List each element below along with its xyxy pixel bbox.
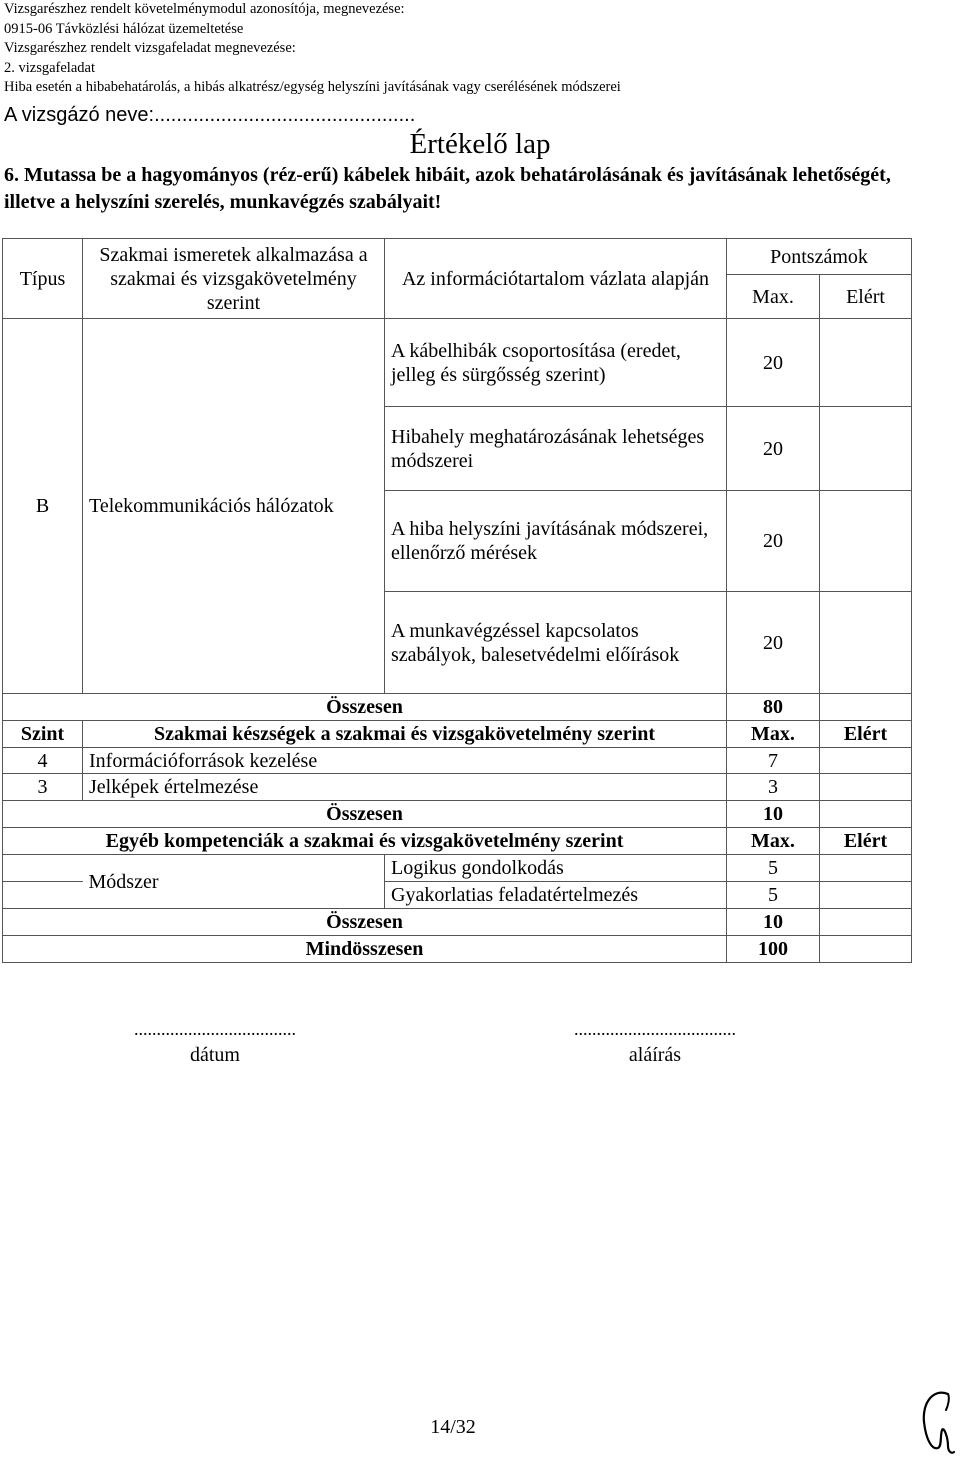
- info-header: Az információtartalom vázlata alapján: [385, 239, 727, 319]
- evaluation-table: [2, 238, 912, 963]
- item-text: A kábelhibák csoportosítása (eredet, jelleg és sürgősség szerint): [385, 319, 727, 407]
- item-max: 20: [727, 407, 820, 491]
- competencies-achieved-header: Elért: [820, 828, 912, 855]
- header-line: Vizsgarészhez rendelt vizsgafeladat megnevezése:: [4, 40, 296, 56]
- achieved-header: Elért: [820, 275, 912, 319]
- page-number: 14/32: [430, 1416, 476, 1438]
- grand-total-max: 100: [727, 936, 820, 963]
- points-header: Pontszámok: [727, 239, 912, 275]
- skill-level: 3: [3, 774, 83, 801]
- total-label: Összesen: [3, 801, 727, 828]
- competency-achieved[interactable]: [820, 882, 912, 909]
- page-title: Értékelő lap: [409, 128, 551, 160]
- header-line: 0915-06 Távközlési hálózat üzemeltetése: [4, 20, 244, 37]
- skill-max: 7: [727, 748, 820, 774]
- skill-name: Információforrások kezelése: [83, 748, 727, 774]
- signature-block: [525, 1020, 785, 1067]
- skill-achieved[interactable]: [820, 748, 912, 774]
- total-max: 80: [727, 694, 820, 721]
- header-line: Hiba esetén a hibabehatárolás, a hibás alkatrész/egység helyszíni javításának vagy cserélésének módszerei: [4, 79, 621, 95]
- total-achieved[interactable]: [820, 694, 912, 721]
- item-achieved[interactable]: [820, 407, 912, 491]
- skills-header: Szakmai készségek a szakmai és vizsgakövetelmény szerint: [83, 721, 727, 748]
- type-cell: B: [3, 319, 83, 694]
- date-signature-block: [85, 1020, 345, 1067]
- item-achieved[interactable]: [820, 491, 912, 592]
- item-achieved[interactable]: [820, 319, 912, 407]
- handwritten-initial-mark: [918, 1388, 956, 1458]
- knowledge-header: Szakmai ismeretek alkalmazása a szakmai és vizsgakövetelmény szerint: [83, 239, 385, 319]
- date-line: ....................................: [134, 1019, 296, 1039]
- skill-achieved[interactable]: [820, 774, 912, 801]
- competency-name: Gyakorlatias feladatértelmezés: [385, 882, 727, 909]
- method-label: Módszer: [83, 855, 385, 909]
- skills-achieved-header: Elért: [820, 721, 912, 748]
- skills-max-header: Max.: [727, 721, 820, 748]
- competency-max: 5: [727, 855, 820, 882]
- max-header: Max.: [727, 275, 820, 319]
- task-statement: 6. Mutassa be a hagyományos (réz-erű) kábelek hibáit, azok behatárolásának és javításának lehetőségét, illetve a helyszíni szerelés, munkavégzés szabályait!: [4, 164, 891, 213]
- item-max: 20: [727, 491, 820, 592]
- total-label: Összesen: [3, 909, 727, 936]
- item-max: 20: [727, 592, 820, 694]
- type-header: Típus: [3, 239, 83, 319]
- total-achieved[interactable]: [820, 909, 912, 936]
- item-text: Hibahely meghatározásának lehetséges módszerei: [385, 407, 727, 491]
- total-max: 10: [727, 801, 820, 828]
- skill-level: 4: [3, 748, 83, 774]
- header-line: 2. vizsgafeladat: [4, 59, 95, 76]
- competency-max: 5: [727, 882, 820, 909]
- total-achieved[interactable]: [820, 801, 912, 828]
- document-header: [4, 0, 621, 98]
- item-text: A munkavégzéssel kapcsolatos szabályok, balesetvédelmi előírások: [385, 592, 727, 694]
- item-max: 20: [727, 319, 820, 407]
- competencies-max-header: Max.: [727, 828, 820, 855]
- header-line: Vizsgarészhez rendelt követelménymodul azonosítója, megnevezése:: [4, 1, 405, 17]
- total-label: Összesen: [3, 694, 727, 721]
- skill-name: Jelképek értelmezése: [83, 774, 727, 801]
- category-cell: Telekommunikációs hálózatok: [83, 319, 385, 694]
- total-max: 10: [727, 909, 820, 936]
- competency-name: Logikus gondolkodás: [385, 855, 727, 882]
- skill-max: 3: [727, 774, 820, 801]
- competency-achieved[interactable]: [820, 855, 912, 882]
- item-achieved[interactable]: [820, 592, 912, 694]
- item-text: A hiba helyszíni javításának módszerei, ellenőrző mérések: [385, 491, 727, 592]
- date-label: dátum: [190, 1044, 240, 1066]
- candidate-name-line: A vizsgázó neve:...............................................: [4, 104, 416, 126]
- signature-label: aláírás: [628, 1044, 682, 1066]
- grand-total-achieved[interactable]: [820, 936, 912, 963]
- competencies-header: Egyéb kompetenciák a szakmai és vizsgakövetelmény szerint: [3, 828, 727, 855]
- grand-total-label: Mindösszesen: [3, 936, 727, 963]
- signature-line: ....................................: [574, 1019, 736, 1039]
- level-header: Szint: [3, 721, 83, 748]
